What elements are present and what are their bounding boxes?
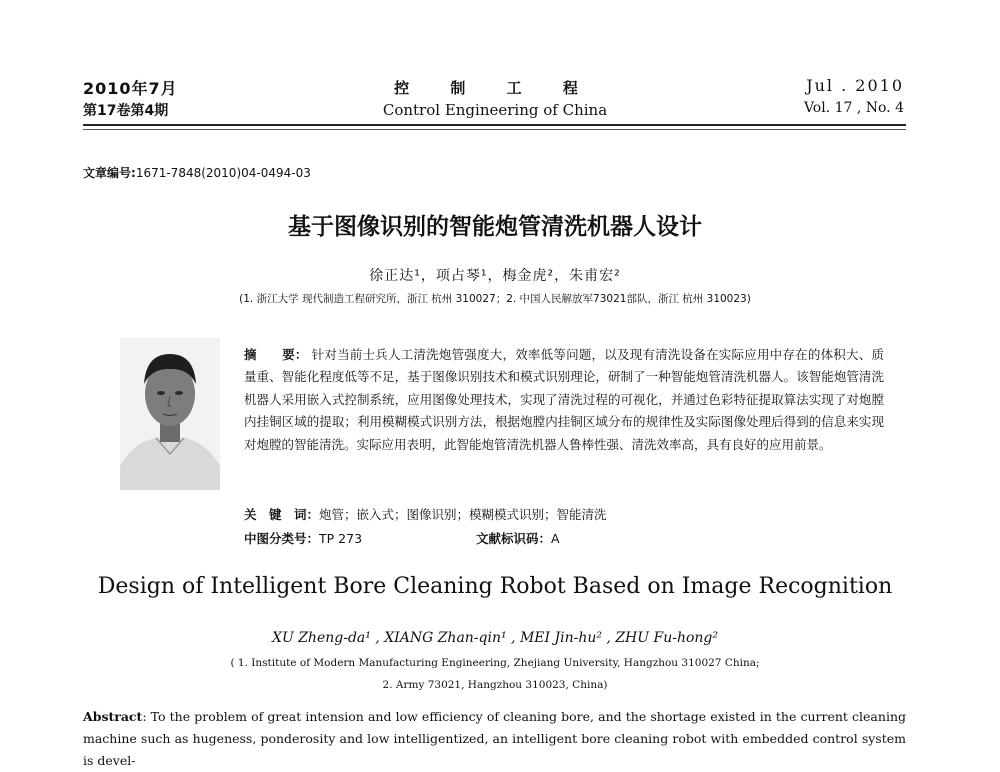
document-code (476, 529, 560, 547)
header-date-en: Jul . 2010 (806, 76, 904, 95)
paper-title-en: Design of Intelligent Bore Cleaning Robot Based on Image Recognition (97, 574, 893, 599)
header-rule-thin (83, 129, 906, 130)
header-volume-cn: 第17卷第4期 (83, 103, 169, 119)
abstract-cn (244, 344, 884, 456)
keywords-cn-value: 炮管；嵌入式；图像识别；模糊模式识别；智能清洗 (319, 507, 607, 522)
abstract-en-text: : To the problem of great intension and low efficiency of cleaning bore, and the shortage existed in the current cleaning machine such as hugeness, ponderosity and low intelligentized, an intelligent bore cleaning robot with embedded control system is devel- (83, 709, 906, 768)
affiliations-cn: (1. 浙江大学 现代制造工程研究所，浙江 杭州 310027；2. 中国人民解放军73021部队，浙江 杭州 310023) (239, 293, 751, 305)
author-photo-image (120, 338, 220, 490)
clc-label: 中图分类号： (244, 531, 320, 546)
author-photo (120, 338, 220, 490)
journal-name-cn: 控 制 工 程 (394, 79, 596, 97)
abstract-cn-label: 摘 要： (244, 347, 308, 362)
affiliation-en-1: ( 1. Institute of Modern Manufacturing Engineering, Zhejiang University, Hangzhou 310027 China; (230, 657, 760, 669)
keywords-cn-label: 关 键 词： (244, 507, 320, 522)
authors-cn: 徐正达¹，项占琴¹，梅金虎²，朱甫宏² (369, 268, 621, 284)
article-number (83, 164, 311, 181)
clc-value: TP 273 (319, 531, 363, 546)
affiliation-en-2: 2. Army 73021, Hangzhou 310023, China) (382, 679, 608, 691)
abstract-en-label: Abstract (83, 709, 143, 724)
abstract-cn-text: 针对当前士兵人工清洗炮管强度大，效率低等问题，以及现有清洗设备在实际应用中存在的体积大、质量重、智能化程度低等不足，基于图像识别技术和模式识别理论，研制了一种智能炮管清洗机器人。该智能炮管清洗机器人采用嵌入式控制系统，应用图像处理技术，实现了清洗过程的可视化，并通过色彩特征提取算法实现了对炮膛内挂铜区域的提取；利用模糊模式识别方法，根据炮膛内挂铜区域分布的规律性及实际图像处理后得到的信息来实现对炮膛的智能清洗。实际应用表明，此智能炮管清洗机器人鲁棒性强、清洗效率高，具有良好的应用前景。 (244, 347, 884, 452)
article-number-label: 文章编号: (83, 166, 136, 180)
header-rule-thick (83, 124, 906, 126)
document-code-label: 文献标识码： (476, 531, 552, 546)
keywords-cn (244, 505, 607, 523)
document-code-value: A (551, 531, 560, 546)
authors-en: XU Zheng-da¹ , XIANG Zhan-qin¹ , MEI Jin-hu² , ZHU Fu-hong² (271, 630, 719, 646)
article-number-value: 1671-7848(2010)04-0494-03 (135, 166, 311, 180)
header-date: 2010年7月 (83, 79, 178, 98)
header-volume-en: Vol. 17 , No. 4 (803, 100, 904, 116)
abstract-en (83, 706, 906, 772)
paper-title-cn: 基于图像识别的智能炮管清洗机器人设计 (288, 214, 702, 240)
journal-name-en: Control Engineering of China (382, 101, 608, 119)
clc-number (244, 529, 362, 547)
